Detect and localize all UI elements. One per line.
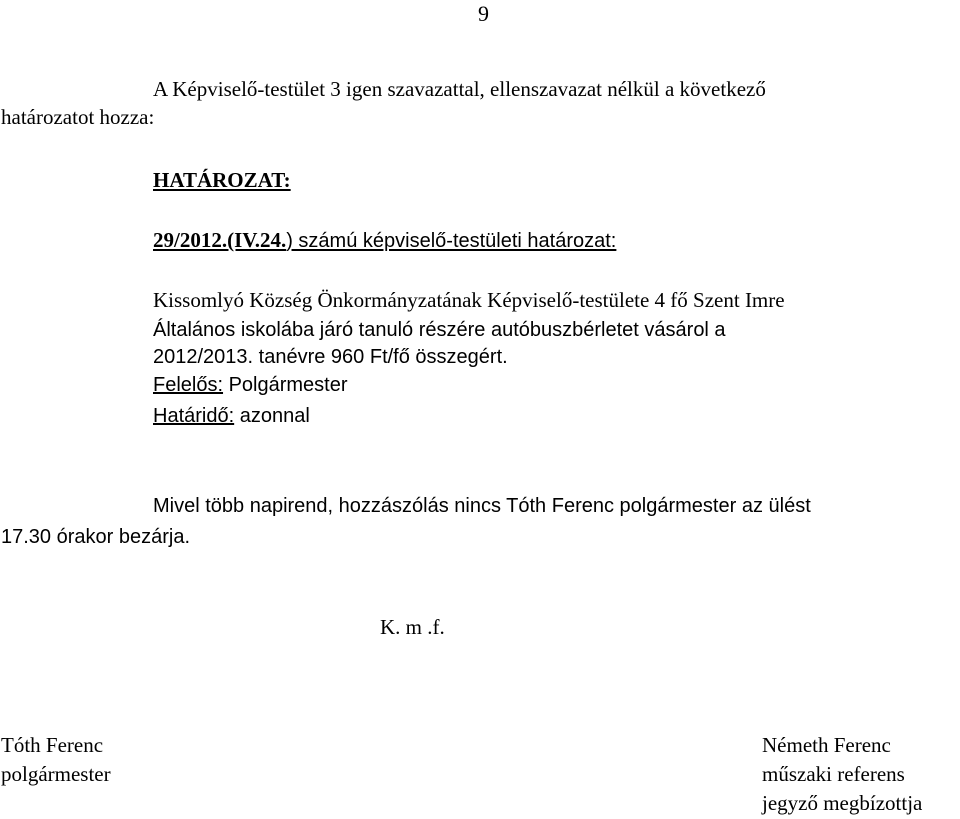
resolution-number-bold: 29/2012.(IV.24. xyxy=(153,228,287,252)
signature-right-role-line-1: műszaki referens xyxy=(762,762,905,786)
signature-right-name: Németh Ferenc xyxy=(762,733,891,757)
responsible-line xyxy=(153,373,348,397)
resolution-body-line-2: Általános iskolába járó tanuló részére autóbuszbérletet vásárol a xyxy=(153,319,726,341)
intro-text-line-1: A Képviselő-testület 3 igen szavazattal, ellenszavazat nélkül a következő xyxy=(153,77,766,101)
signature-left-name: Tóth Ferenc xyxy=(1,733,104,757)
resolution-number xyxy=(153,228,616,253)
signature-left-role: polgármester xyxy=(1,762,111,786)
resolution-body-line-3: 2012/2013. tanévre 960 Ft/fő összegért. xyxy=(153,346,508,368)
deadline-value: azonnal xyxy=(234,405,310,427)
kmf-mark: K. m .f. xyxy=(380,615,445,639)
closing-text-line-1: Mivel több napirend, hozzászólás nincs Tóth Ferenc polgármester az ülést xyxy=(153,495,811,517)
signature-right-role-line-2: jegyző megbízottja xyxy=(762,791,923,815)
responsible-value: Polgármester xyxy=(223,374,348,396)
resolution-body-line-1: Kissomlyó Község Önkormányzatának Képviselő-testülete 4 fő Szent Imre xyxy=(153,288,785,312)
closing-text-line-2: 17.30 órakor bezárja. xyxy=(1,526,191,548)
deadline-label: Határidő: xyxy=(153,405,235,427)
responsible-label: Felelős: xyxy=(153,374,224,396)
resolution-heading: HATÁROZAT: xyxy=(153,168,291,192)
page-number: 9 xyxy=(478,1,489,26)
intro-text-line-2: határozatot hozza: xyxy=(1,105,155,129)
resolution-number-rest: ) számú képviselő-testületi határozat: xyxy=(286,230,617,252)
deadline-line xyxy=(153,404,310,428)
